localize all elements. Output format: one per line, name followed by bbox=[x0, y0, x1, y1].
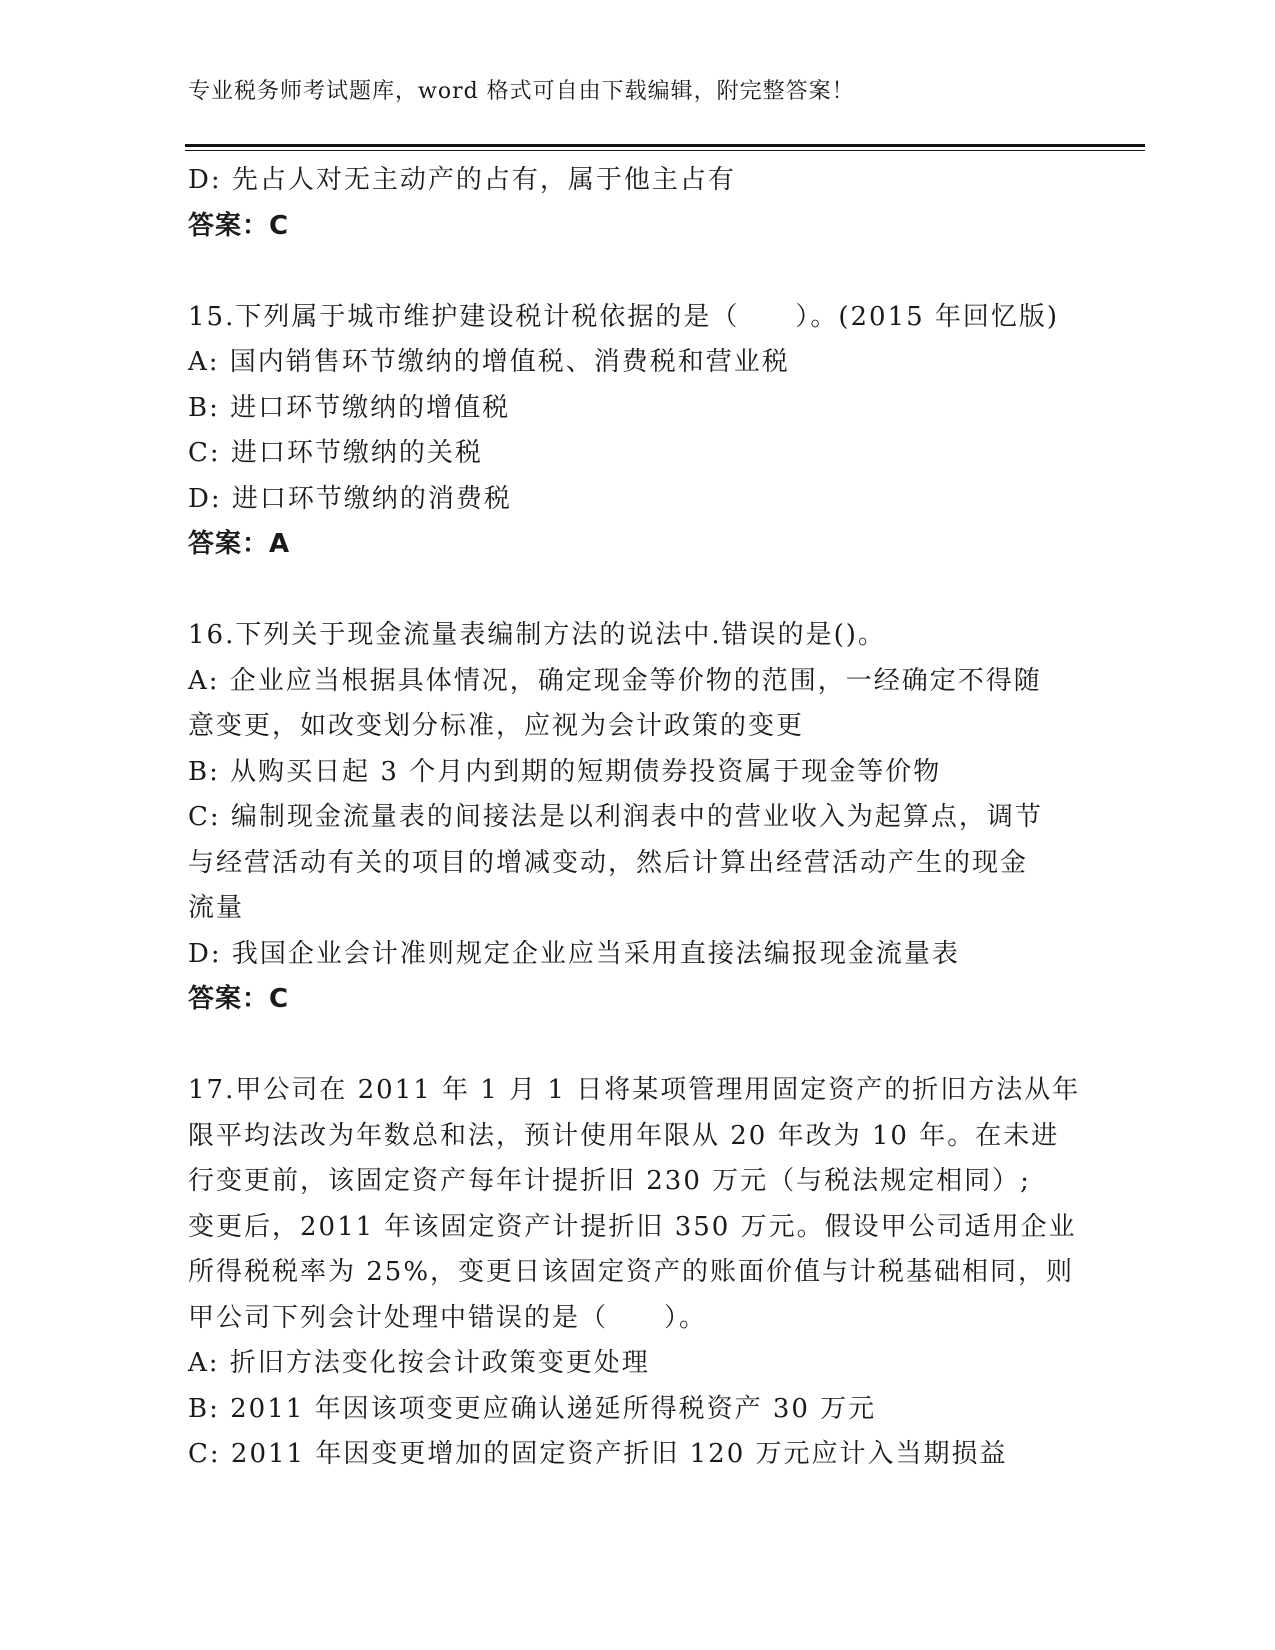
question-stem: 15.下列属于城市维护建设税计税依据的是（ ）。(2015 年回忆版) bbox=[188, 301, 1060, 332]
question-block-14 bbox=[188, 158, 1078, 249]
question-stem-continued: 限平均法改为年数总和法，预计使用年限从 20 年改为 10 年。在未进 bbox=[188, 1120, 1060, 1151]
question-stem-continued: 所得税税率为 25%，变更日该固定资产的账面价值与计税基础相同，则 bbox=[188, 1257, 1075, 1287]
option-a-continued: 意变更，如改变划分标准，应视为会计政策的变更 bbox=[188, 711, 805, 741]
question-stem-continued: 变更后，2011 年该固定资产计提折旧 350 万元。假设甲公司适用企业 bbox=[188, 1211, 1077, 1242]
question-block-17 bbox=[188, 1068, 1081, 1478]
option-a: A: 折旧方法变化按会计政策变更处理 bbox=[188, 1348, 650, 1378]
option-a: A: 企业应当根据具体情况，确定现金等价物的范围，一经确定不得随 bbox=[188, 665, 1042, 696]
answer-line: 答案：C bbox=[188, 984, 290, 1014]
question-stem: 16.下列关于现金流量表编制方法的说法中.错误的是()。 bbox=[188, 620, 886, 650]
question-stem-continued: 行变更前，该固定资产每年计提折旧 230 万元（与税法规定相同）; bbox=[188, 1166, 1031, 1196]
question-content bbox=[188, 158, 1081, 1478]
option-b: B: 从购买日起 3 个月内到期的短期债券投资属于现金等价物 bbox=[188, 756, 942, 787]
option-c: C: 编制现金流量表的间接法是以利润表中的营业收入为起算点，调节 bbox=[188, 802, 1043, 832]
question-stem-continued: 甲公司下列会计处理中错误的是（ ）。 bbox=[188, 1302, 708, 1333]
header-rule-thin bbox=[185, 150, 1145, 151]
option-d: D: 我国企业会计准则规定企业应当采用直接法编报现金流量表 bbox=[188, 938, 960, 969]
option-a: A: 国内销售环节缴纳的增值税、消费税和营业税 bbox=[188, 347, 790, 377]
option-line: D: 先占人对无主动产的占有，属于他主占有 bbox=[188, 165, 736, 195]
page-header: 专业税务师考试题库，word 格式可自由下载编辑，附完整答案！ bbox=[188, 79, 855, 104]
header-rule bbox=[185, 144, 1145, 147]
option-c: C: 进口环节缴纳的关税 bbox=[188, 438, 483, 468]
question-block-15 bbox=[188, 295, 1078, 568]
option-c: C: 2011 年因变更增加的固定资产折旧 120 万元应计入当期损益 bbox=[188, 1439, 1008, 1469]
option-b: B: 2011 年因该项变更应确认递延所得税资产 30 万元 bbox=[188, 1393, 877, 1424]
option-b: B: 进口环节缴纳的增值税 bbox=[188, 392, 511, 423]
option-c-continued: 流量 bbox=[188, 893, 245, 923]
question-block-16 bbox=[188, 613, 1078, 1023]
option-d: D: 进口环节缴纳的消费税 bbox=[188, 483, 512, 514]
question-stem: 17.甲公司在 2011 年 1 月 1 日将某项管理用固定资产的折旧方法从年 bbox=[188, 1075, 1081, 1105]
option-c-continued: 与经营活动有关的项目的增减变动，然后计算出经营活动产生的现金 bbox=[188, 847, 1029, 878]
answer-line: 答案：C bbox=[188, 210, 290, 241]
answer-line: 答案：A bbox=[188, 529, 291, 559]
